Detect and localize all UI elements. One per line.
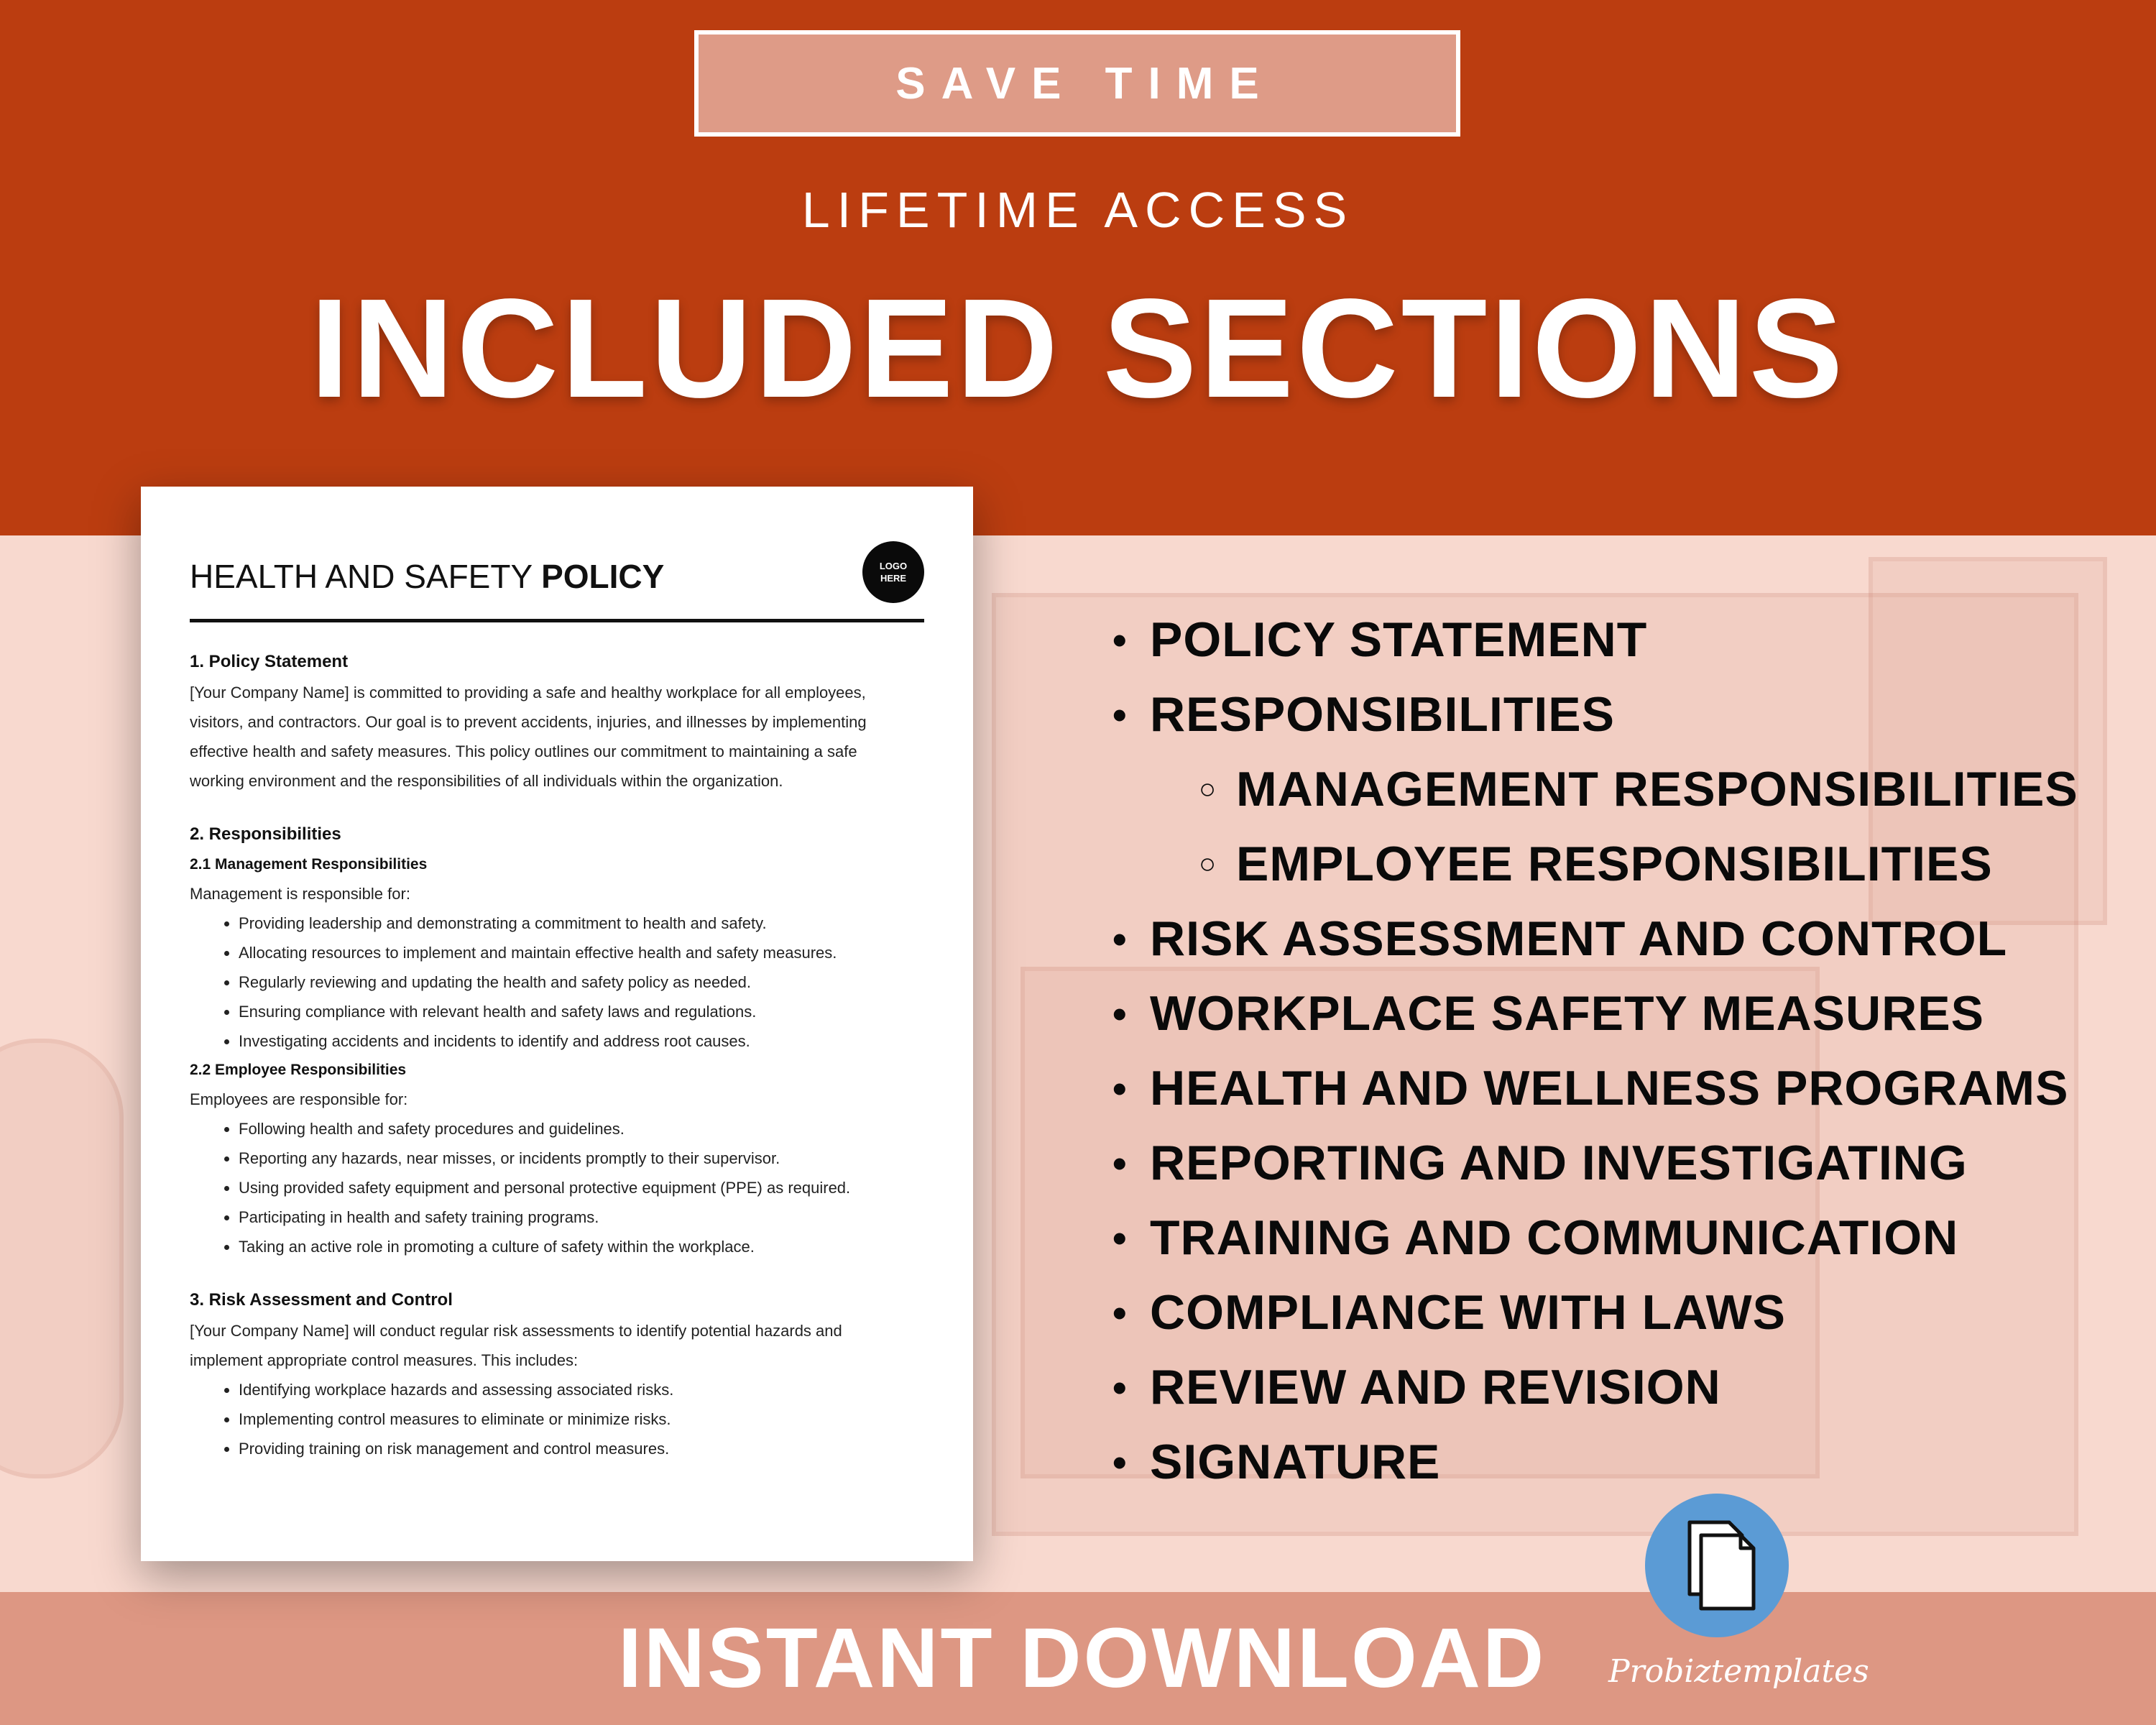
bullet-list (190, 1375, 924, 1463)
bullet-icon: • (1112, 1140, 1128, 1186)
section-label: POLICY STATEMENT (1150, 612, 1648, 667)
list-item: • Using provided safety equipment and personal protective equipment (PPE) as required. (239, 1173, 924, 1202)
bullet-icon: • (1112, 1065, 1128, 1111)
save-time-text: SAVE TIME (895, 58, 1275, 109)
list-item: • Ensuring compliance with relevant health and safety laws and regulations. (239, 997, 924, 1026)
document-title-regular: HEALTH AND SAFETY (190, 558, 533, 595)
included-sections-list (1112, 602, 2147, 1499)
subsection-heading: 2.2 Employee Responsibilities (190, 1062, 407, 1078)
section-label: RESPONSIBILITIES (1150, 687, 1615, 742)
list-item: • Reporting any hazards, near misses, or incidents promptly to their supervisor. (239, 1144, 924, 1173)
paragraph-line: [Your Company Name] will conduct regular risk assessments to identify potential hazards and (190, 1322, 842, 1340)
logo-line-1: LOGO (879, 561, 908, 571)
section-item (1112, 1126, 2147, 1200)
section-label: SIGNATURE (1150, 1435, 1441, 1489)
document-title (190, 557, 664, 596)
paragraph-line: visitors, and contractors. Our goal is to prevent accidents, injuries, and illnesses by implementing (190, 713, 867, 731)
bullet-icon: • (1112, 916, 1128, 962)
section-label: COMPLIANCE WITH LAWS (1150, 1285, 1787, 1340)
section-item (1112, 976, 2147, 1051)
paragraph-line: working environment and the responsibilities of all individuals within the organization. (190, 772, 783, 790)
section-item (1112, 602, 2147, 677)
paragraph-line: [Your Company Name] is committed to providing a safe and healthy workplace for all employees, (190, 684, 866, 702)
paragraph-line: Management is responsible for: (190, 885, 410, 903)
section-label: RISK ASSESSMENT AND CONTROL (1150, 911, 2008, 966)
section-label: REPORTING AND INVESTIGATING (1150, 1136, 1968, 1190)
brand-name: Probiztemplates (1608, 1653, 1869, 1690)
logo-placeholder (862, 541, 924, 603)
bullet-icon: • (1112, 691, 1128, 737)
subsection-item (1112, 827, 2147, 901)
bullet-list (190, 908, 924, 1056)
hollow-bullet-icon: ○ (1199, 847, 1217, 880)
section-item (1112, 901, 2147, 976)
section-label: WORKPLACE SAFETY MEASURES (1150, 986, 1984, 1041)
list-item: • Providing training on risk management and control measures. (239, 1434, 924, 1463)
section-heading: 2. Responsibilities (190, 824, 341, 844)
section-item (1112, 1200, 2147, 1275)
section-item (1112, 1350, 2147, 1425)
list-item: • Identifying workplace hazards and assessing associated risks. (239, 1375, 924, 1404)
section-item (1112, 1275, 2147, 1350)
section-heading: 1. Policy Statement (190, 652, 349, 671)
list-item: • Participating in health and safety training programs. (239, 1202, 924, 1232)
page-title: INCLUDED SECTIONS (310, 270, 1846, 427)
list-item: • Investigating accidents and incidents to identify and address root causes. (239, 1026, 924, 1056)
section-label: TRAINING AND COMMUNICATION (1150, 1210, 1959, 1265)
document-title-bold: POLICY (541, 558, 665, 595)
instant-download-banner: INSTANT DOWNLOAD (618, 1611, 1547, 1706)
lifetime-access-subtitle: LIFETIME ACCESS (801, 182, 1355, 238)
list-item: • Regularly reviewing and updating the health and safety policy as needed. (239, 967, 924, 997)
logo-line-2: HERE (880, 573, 907, 584)
paragraph-line: implement appropriate control measures. This includes: (190, 1351, 579, 1369)
section-label: HEALTH AND WELLNESS PROGRAMS (1150, 1061, 2069, 1116)
save-time-badge (694, 30, 1460, 137)
section-label: MANAGEMENT RESPONSIBILITIES (1236, 762, 2078, 816)
list-item: • Taking an active role in promoting a culture of safety within the workplace. (239, 1232, 924, 1261)
list-item: • Allocating resources to implement and maintain effective health and safety measures. (239, 938, 924, 967)
section-item (1112, 1051, 2147, 1126)
list-item: • Following health and safety procedures and guidelines. (239, 1114, 924, 1144)
bullet-icon: • (1112, 1289, 1128, 1335)
section-label: REVIEW AND REVISION (1150, 1360, 1721, 1414)
bullet-icon: • (1112, 1215, 1128, 1261)
section-item (1112, 1425, 2147, 1499)
hollow-bullet-icon: ○ (1199, 773, 1217, 805)
subsection-item (1112, 752, 2147, 827)
paragraph-line: Employees are responsible for: (190, 1090, 408, 1108)
list-item: • Implementing control measures to eliminate or minimize risks. (239, 1404, 924, 1434)
document-preview (141, 487, 973, 1561)
bullet-icon: • (1112, 1364, 1128, 1410)
bullet-icon: • (1112, 617, 1128, 663)
section-label: EMPLOYEE RESPONSIBILITIES (1236, 837, 1993, 891)
section-heading: 3. Risk Assessment and Control (190, 1290, 453, 1310)
section-item (1112, 677, 2147, 752)
list-item: • Providing leadership and demonstrating a commitment to health and safety. (239, 908, 924, 938)
paragraph-line: effective health and safety measures. This policy outlines our commitment to maintaining a safe (190, 742, 857, 760)
documents-icon (1645, 1494, 1789, 1637)
title-divider (190, 619, 924, 622)
document-body (190, 646, 924, 1463)
bullet-list (190, 1114, 924, 1261)
subsection-heading: 2.1 Management Responsibilities (190, 856, 428, 873)
bullet-icon: • (1112, 990, 1128, 1036)
bullet-icon: • (1112, 1439, 1128, 1485)
